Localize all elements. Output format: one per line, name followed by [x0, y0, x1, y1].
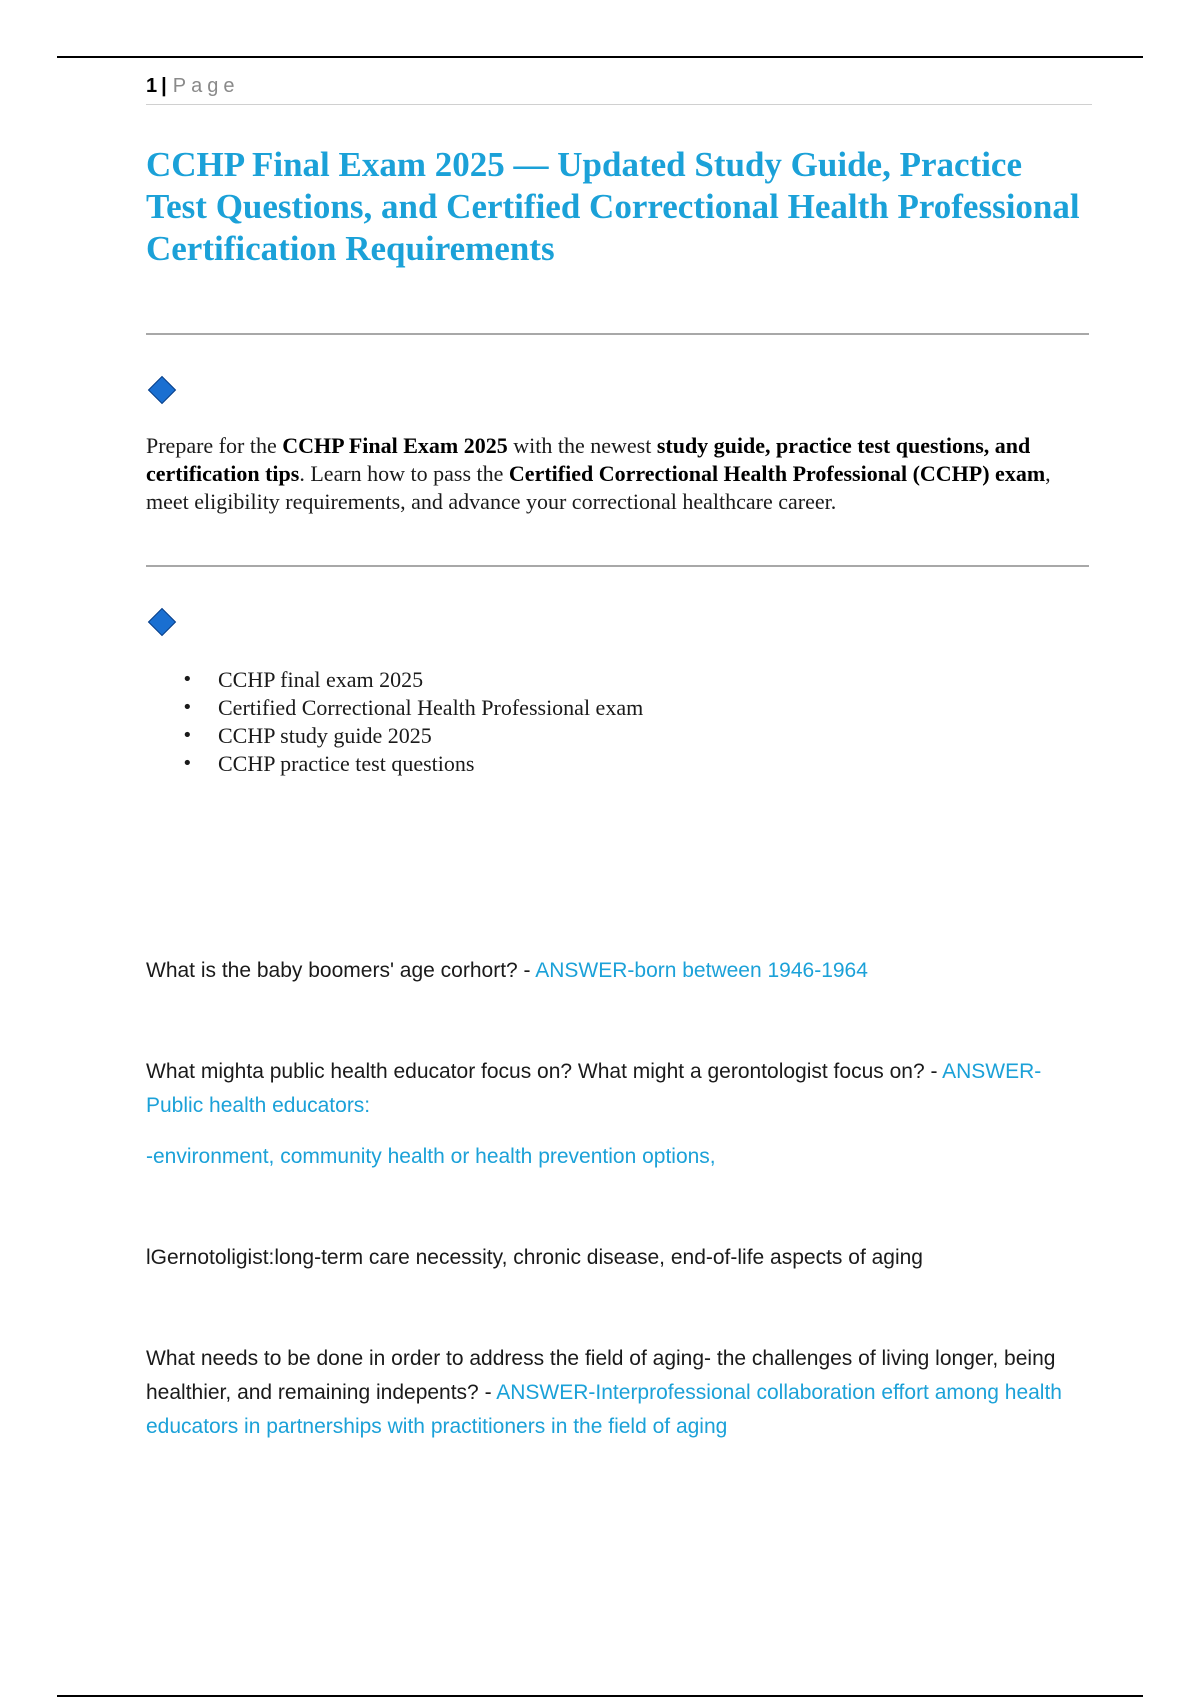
diamond-bullet-icon: [148, 376, 176, 404]
document-title: CCHP Final Exam 2025 — Updated Study Guide, Practice Test Questions, and Certified Correctional Health Professional Certification Requirements: [146, 145, 1080, 268]
section-divider-1: [146, 333, 1089, 335]
question-2: [146, 1055, 1092, 1123]
question-text: What mighta public health educator focus on? What might a gerontologist focus on? -: [146, 1060, 943, 1083]
diamond-bullet-icon: [148, 608, 176, 636]
answer-text: ANSWER-Interprofessional collaboration effort among health educators in partnerships with practitioners in the field of aging: [146, 1381, 1062, 1438]
page-separator: |: [161, 75, 167, 97]
intro-text-4: , meet eligibility requirements, and advance your correctional healthcare career.: [146, 461, 1051, 514]
keyword-list: [146, 666, 1046, 778]
list-item: • CCHP practice test questions: [146, 750, 1046, 778]
answer-text: ANSWER-Public health educators:: [146, 1060, 1042, 1117]
question-text: What needs to be done in order to address the field of aging- the challenges of living longer, being healthier, and remaining indepents? -: [146, 1347, 1056, 1404]
intro-bold-2: study guide, practice test questions, and certification tips: [146, 433, 1031, 486]
intro-text-3: . Learn how to pass the: [299, 461, 509, 486]
answer-2-gerontologist: lGernotoligist:long-term care necessity, chronic disease, end-of-life aspects of aging: [146, 1246, 923, 1269]
page-header: [146, 74, 1092, 105]
question-1: [146, 954, 1092, 988]
answer-text: ANSWER-born between 1946-1964: [535, 959, 868, 982]
question-3: [146, 1342, 1092, 1444]
intro-text-2: with the newest: [507, 433, 657, 458]
intro-text-1: Prepare for the: [146, 433, 283, 458]
page-label: Page: [172, 75, 240, 97]
intro-bold-1: CCHP Final Exam 2025: [282, 433, 508, 458]
list-item: • CCHP study guide 2025: [146, 722, 1046, 750]
section-divider-2: [146, 565, 1089, 567]
intro-paragraph: [146, 432, 1092, 516]
intro-bold-3: Certified Correctional Health Professional (CCHP) exam: [508, 461, 1046, 486]
page-number: 1: [146, 75, 158, 97]
question-text: What is the baby boomers' age corhort? -: [146, 959, 536, 982]
bottom-page-rule: [57, 1695, 1143, 1697]
list-item: • Certified Correctional Health Professional exam: [146, 694, 1046, 722]
top-page-rule: [57, 56, 1143, 58]
list-item: • CCHP final exam 2025: [146, 666, 1046, 694]
answer-2-continued: -environment, community health or health prevention options,: [146, 1145, 716, 1168]
